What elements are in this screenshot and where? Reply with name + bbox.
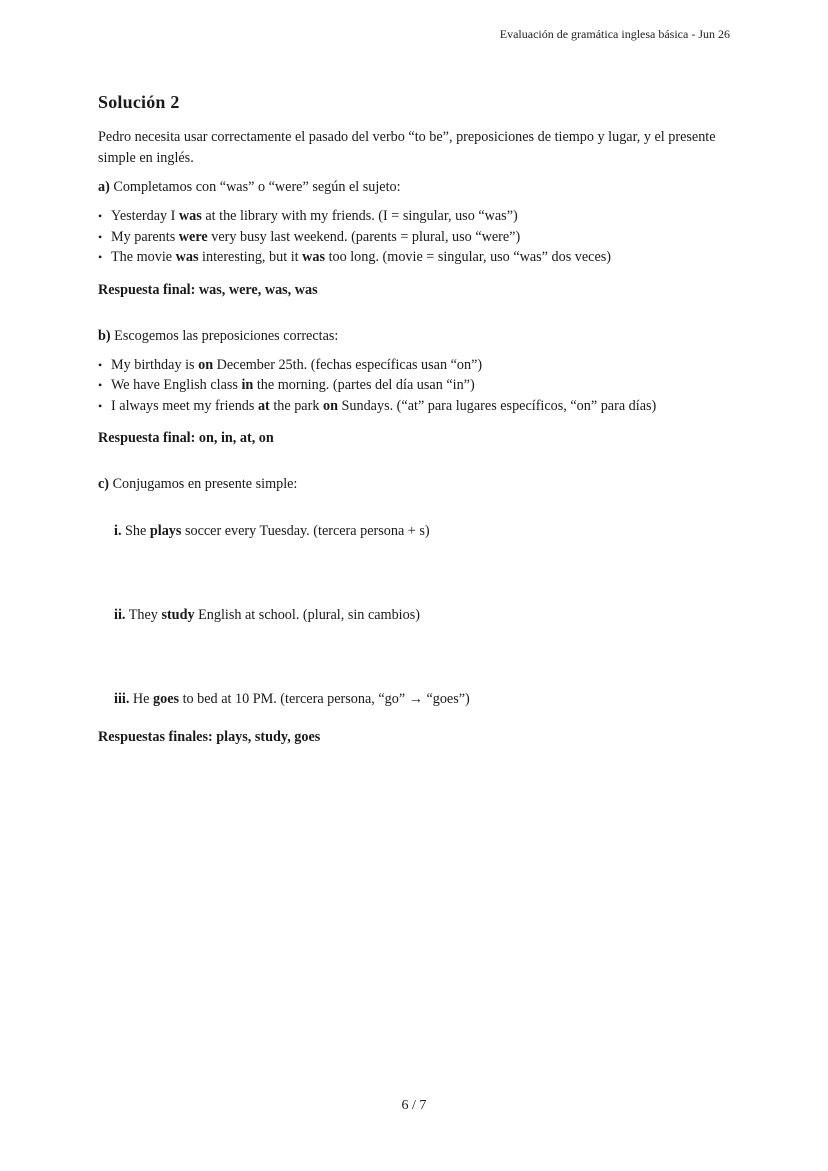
answer-word: were xyxy=(178,228,208,245)
part-a-item-3 xyxy=(98,247,738,268)
item-text: December 25th. (fechas específicas usan “on”) xyxy=(213,356,483,373)
intro-paragraph: Pedro necesita usar correctamente el pasado del verbo “to be”, preposiciones de tiempo y lugar, y el presente simple en inglés. xyxy=(98,129,716,166)
part-c-item-2 xyxy=(98,605,738,625)
answer-word: was xyxy=(178,208,202,224)
part-c-instruction xyxy=(98,474,738,495)
item-text: She xyxy=(121,523,150,539)
item-text: very busy last weekend. (parents = plural, uso “were”) xyxy=(207,228,521,245)
item-text: English at school. (plural, sin cambios) xyxy=(194,607,420,623)
part-b-item-1 xyxy=(98,355,738,376)
section-title: Solución 2 xyxy=(98,92,180,112)
answer-word: was xyxy=(302,249,326,265)
part-a-item-1 xyxy=(98,206,738,227)
part-a-instruction xyxy=(98,177,738,198)
answer-word: on xyxy=(322,397,338,414)
item-text: too long. (movie = singular, uso “was” dos veces) xyxy=(325,249,612,265)
item-text: soccer every Tuesday. (tercera persona + s) xyxy=(181,523,430,539)
answer-word: in xyxy=(241,377,254,393)
item-text: the morning. (partes del día usan “in”) xyxy=(253,377,475,393)
item-text: at the library with my friends. (I = singular, uso “was”) xyxy=(201,208,518,224)
item-text: Sundays. (“at” para lugares específicos, “on” para días) xyxy=(337,397,657,414)
part-c-label: c) xyxy=(98,476,110,492)
page-number: 6 / 7 xyxy=(401,1098,427,1113)
answer-word: at xyxy=(257,397,270,414)
content-body xyxy=(98,92,738,747)
item-text: We have English class xyxy=(111,377,242,393)
part-b-final-answer: Respuesta final: on, in, at, on xyxy=(98,430,274,446)
item-text: the park xyxy=(269,397,323,414)
part-c-item-1 xyxy=(98,521,738,541)
item-text: The movie xyxy=(111,249,176,265)
item-text: interesting, but it xyxy=(198,249,303,265)
item-number: i. xyxy=(114,523,122,539)
part-b-list xyxy=(98,355,738,417)
item-text: I always meet my friends xyxy=(111,397,258,414)
part-c-item-3 xyxy=(98,689,738,709)
item-text: Yesterday I xyxy=(111,208,179,224)
part-c-instruction-text: Conjugamos en presente simple: xyxy=(109,476,298,492)
answer-word: study xyxy=(161,607,195,623)
part-a-instruction-text: Completamos con “was” o “were” según el sujeto: xyxy=(109,179,401,195)
part-c-final-answer: Respuestas finales: plays, study, goes xyxy=(98,729,321,745)
answer-word: was xyxy=(175,249,199,265)
running-header: Evaluación de gramática inglesa básica - Jun 26 xyxy=(499,27,730,41)
part-a-item-2 xyxy=(98,227,738,248)
part-a-list xyxy=(98,206,738,268)
part-a-label: a) xyxy=(98,179,110,195)
answer-word: goes xyxy=(153,691,180,707)
part-b-item-3 xyxy=(98,396,738,417)
part-b-instruction-text: Escogemos las preposiciones correctas: xyxy=(110,327,339,344)
item-number: ii. xyxy=(114,607,126,623)
answer-word: on xyxy=(198,356,214,373)
part-a-final-answer: Respuesta final: was, were, was, was xyxy=(98,281,318,298)
item-number: iii. xyxy=(114,691,130,707)
part-b-label: b) xyxy=(98,327,111,344)
answer-word: plays xyxy=(149,523,182,539)
item-text: My parents xyxy=(111,228,179,245)
part-b-instruction xyxy=(98,326,738,347)
item-text: to bed at 10 PM. (tercera persona, “go” → “goes”) xyxy=(179,691,470,707)
item-text: They xyxy=(125,607,162,623)
part-b-item-2 xyxy=(98,375,738,396)
item-text: He xyxy=(129,691,154,707)
item-text: My birthday is xyxy=(111,356,199,373)
